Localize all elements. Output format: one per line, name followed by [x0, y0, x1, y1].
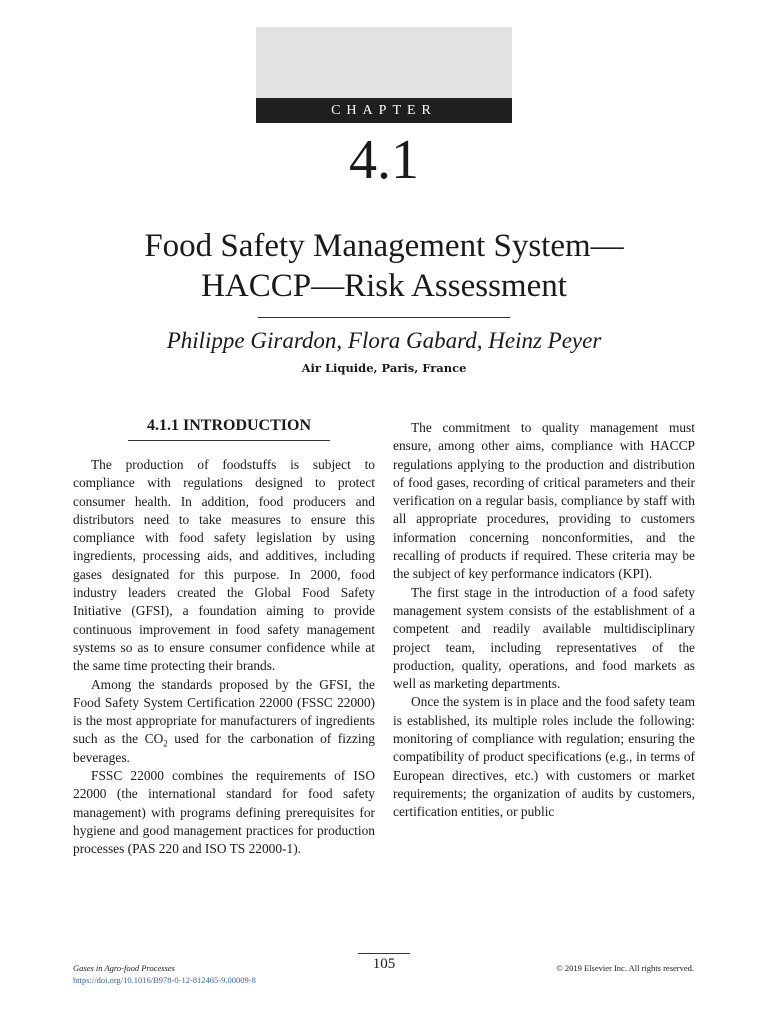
chapter-header-box [256, 27, 512, 98]
page-number: 105 [372, 956, 396, 972]
book-title: Gases in Agro-food Processes [73, 963, 175, 973]
paragraph: The production of foodstuffs is subject to compliance with regulations designed to protect consumer health. In addition, food producers and distributors need to take measures to ensure this compliance with food safety legislation by using ingredients, processing aids, and additives, including gases designated for this purpose. In 2000, food industry leaders created the Global Food Safety Initiative (GFSI), a foundation aiming to provide continuous improvement in food safety management systems so as to ensure consumer confidence while at the same time protecting their brands. [73, 457, 375, 674]
chapter-label: CHAPTER [256, 98, 512, 123]
chapter-title-line-1: Food Safety Management System— [144, 228, 624, 264]
section-heading: 4.1.1 INTRODUCTION [128, 416, 330, 441]
paragraph: The commitment to quality management must ensure, among other aims, compliance with HACCP regulations applying to the production and distribution of food gases, recording of critical parameters and their verification on a regular basis, compliance by staff with all appropriate procedures, providing to customers information concerning nonconformities, and the recalling of products if required. These criteria may be the subject of key performance indicators (KPI). [393, 420, 695, 582]
title-divider [258, 317, 510, 318]
affiliation: Air Liquide, Paris, France [301, 361, 467, 375]
subscript: 2 [163, 739, 168, 750]
chapter-number: 4.1 [349, 129, 419, 191]
chapter-title [60, 226, 708, 306]
paragraph: FSSC 22000 combines the requirements of ISO 22000 (the international standard for food safety management) with programs defining prerequisites for hygiene and good management practices for production processes (PAS 220 and ISO TS 22000-1). [73, 768, 375, 857]
paragraph: The first stage in the introduction of a food safety management system consists of the establishment of a competent and readily available multidisciplinary project team, including representatives of the production, quality, operations, and food markets as well as marketing departments. [393, 584, 695, 692]
doi-link[interactable]: https://doi.org/10.1016/B978-0-12-812465-9.00009-8 [73, 975, 256, 985]
chapter-title-line-2: HACCP—Risk Assessment [201, 268, 567, 304]
right-column [393, 419, 695, 822]
authors: Philippe Girardon, Flora Gabard, Heinz Peyer [166, 328, 602, 353]
left-column [73, 456, 375, 859]
footer-citation [73, 962, 256, 986]
copyright: © 2019 Elsevier Inc. All rights reserved. [556, 963, 694, 973]
footer-divider [358, 953, 410, 954]
paragraph: Once the system is in place and the food safety team is established, its multiple roles include the following: monitoring of compliance with regulation; ensuring the compatibility of product specifications (e.g., in terms of European directives, etc.) with customers or market requirements; the organization of audits by customers, certification entities, or public [393, 694, 695, 820]
paragraph: Among the standards proposed by the GFSI, the Food Safety System Certification 22000 (FSSC 22000) is the most appropriate for manufacturers of ingredients such as the $CO_2$ used for the carbonation of fizzing beverages. [73, 676, 375, 765]
